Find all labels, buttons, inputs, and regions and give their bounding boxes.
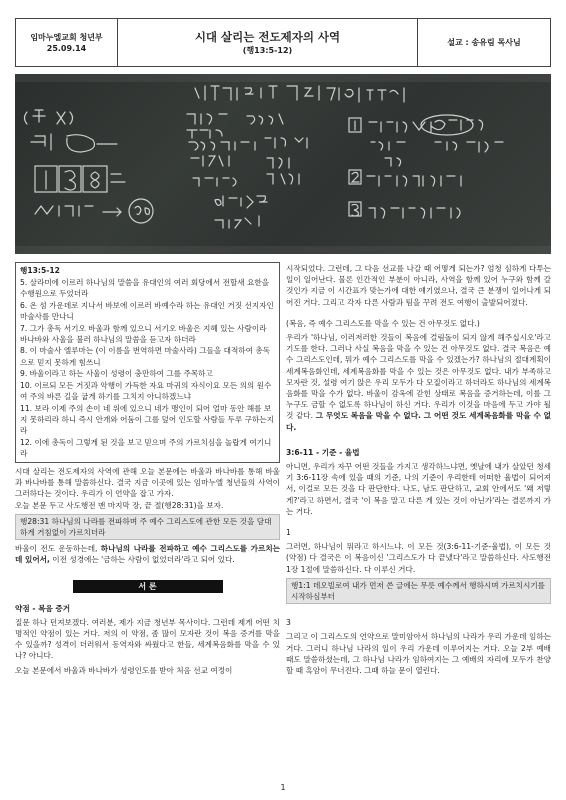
paul-paragraph-bold: 하나님의 나라를 전파하고 예수 그리스도를 가르치는 데 있어서, — [15, 544, 280, 565]
bulletin-header — [15, 18, 551, 67]
paul-paragraph-tail: 이전 성경에는 '금하는 사람이 없었더라'라고 되어 있다. — [49, 555, 235, 565]
gospel-paragraph-body: 우리가 '하나님, 이러저러한 것들이 복음에 걸림돌이 되지 않게 해주십시오'라고 기도를 한다. 그러나 사실 복음을 막을 수 있는 건 아무것도 없다. 결국 복음은 예수 그리스도인데, 뭐가 예수 그리스도를 막을 수 있겠는가? 하나님의 절대계획이 세계복음화인데, 세계복음화를 막을 수 있는 것은 아무것도 없다. 내가 부족하고 모자란 것, 설령 여기 앉은 우리 모두가 다 모질이라고 하더라도 하나님의 세계복음화를 막을 수가 없다. 바울이 감옥에 갇힌 상태로 복음을 증거하는데, 이를 그 누구도 금할 수 없도록 하나님이 하신 거다. 우리가 이것을 마음에 두고 가야 될 것 같다. — [286, 333, 551, 421]
finished-paragraph: 그러면, 하나님이 뭐라고 하시느냐. 이 모든 것(3:6-11-기준-율법), 이 모든 것(약점) 다 결국은 이 복음이신 '그리스도가 다 끝냈다'라고 말씀하신다. 사도행전 1장 1절에 말씀하신다. 다 이루신 거다. — [286, 542, 551, 574]
verse-8: 8. 이 마술사 엘루마는 (이 이름을 번역하면 마술사라) 그들을 대적하여 총독으로 믿지 못하게 힘쓰니 — [20, 346, 271, 367]
paul-paragraph-lead: 바울이 전도 운동하는데, — [15, 544, 101, 554]
acts-28-intro: 오늘 본문 두고 사도행전 맨 마지막 장, 끝 절(행28:31)을 보자. — [15, 500, 224, 510]
sermon-title-block — [118, 19, 418, 66]
kingdom-paragraph: 그리고 이 그리스도의 언약으로 말미암아서 하나님의 나라가 우리 가운데 임하는 거다. 그러니 하나님 나라의 일이 우리 가운데 이루어지는 거다. 오늘 2부 예배 때도 말씀하셨는데, 그 하나님 나라가 임하여지는 그 예배의 자리에 모두가 찬양할 때 흑암이 무너진다. 그때 하늘 문이 열린다. — [286, 632, 551, 676]
point-number-3: 3 — [286, 618, 291, 628]
mission-paragraph: 오늘 본문에서 바울과 바나바가 성령인도를 받아 처음 선교 여정이 — [15, 665, 233, 675]
verse-7: 7. 그가 총독 서기오 바울과 함께 있으니 서기오 바울은 지혜 있는 사람이라 바나바와 사울을 불러 하나님의 말씀을 듣고자 하더라 — [20, 323, 267, 344]
dispute-paragraph: 시작되었다. 그런데, 그 다음 선교를 나갈 때 어떻게 되는가? 엄청 심하게 다투는 일이 일어난다. 물론 인간적인 부분이 아니라, 사역을 함께 있어 누구와 함께 갈 것인가 지금 이 시간표가 맞는가에 대한 얘기였으나, 결국 큰 분쟁이 일어나게 되어진 거다. 그리고 각자 다른 사람과 팀을 꾸려 전도 여행이 출발되어졌다. — [286, 264, 551, 307]
weakness-paragraph: 질문 하나 던져보겠다. 여러분, 제가 지금 청년부 목사이다. 그런데 제게 어떤 치명적인 약점이 있는 거다. 저의 이 약점, 좀 많이 모자란 것이 복음 증거를 막을 수 있을까? 성격이 더러워서 동역자와 싸웠다고 한들, 세계복음화를 막을 수 있나? 아니다. — [15, 617, 280, 661]
paul-paragraph — [15, 543, 280, 565]
sermon-section-label: 서 론 — [73, 580, 223, 593]
gospel-paragraph-bold: 그 무엇도 복음을 막을 수 없다. 그 어떤 것도 세계복음화를 막을 수 없다. — [286, 411, 552, 432]
intro-paragraph: 시대 살리는 전도제자의 사역에 관해 오늘 본문에는 바울과 바나바를 통해 바울과 바나바를 통해 말씀하신다. 결국 지금 이곳에 있는 임마누엘 청년들의 사역이 그러하다는 것이다. 우리가 이 언약을 잡고 가자. — [15, 466, 280, 499]
church-name: 임마누엘교회 청년부 — [30, 32, 103, 42]
acts-1-1-quote: 행1:1 데오빌로여 내가 먼저 쓴 글에는 무릇 예수께서 행하시며 가르치시기를 시작하심부터 — [286, 578, 551, 604]
law-paragraph: 아니면, 우리가 자꾸 어떤 것들을 가지고 생각하느냐면, 옛날에 내가 살았던 청세기 3:6-11장 속에 있을 때의 기준, 나의 기준이 우리한테 어떠한 율법이 되어져서, 이걸로 모든 것을 다 판단한다. 나도, 남도 판단하고, 교회 안에서도 '왜 저렇게?'라고 하면서, 결국 '이 복음 말고 다른 게 있는 것이 아닌가'라는 결론까지 가는 거다. — [286, 462, 551, 516]
gospel-statement: (복음, 즉 예수 그리스도를 막을 수 있는 건 아무것도 없다.) — [286, 318, 480, 328]
sermon-title: 시대 살리는 전도제자의 사역 — [194, 29, 341, 44]
page-number: 1 — [280, 783, 286, 792]
verse-5: 5. 살라미에 이르러 하나님의 말씀을 유대인의 여러 회당에서 전할새 요한을 수행원으로 두었더라 — [20, 277, 270, 298]
chalkboard-drawing — [15, 74, 551, 254]
left-column — [15, 262, 280, 676]
scripture-box — [15, 262, 280, 463]
weakness-subhead: 약점 - 복음 증거 — [15, 603, 71, 613]
church-info — [16, 19, 118, 66]
preacher: 설교 : 송유림 목사님 — [447, 37, 521, 47]
verse-10: 10. 이르되 모든 거짓과 악행이 가득한 자요 마귀의 자식이요 모든 의의 원수여 주의 바른 길을 굽게 하기를 그치지 아니하겠느냐 — [20, 381, 272, 402]
scripture-reference: (행13:5-12) — [242, 45, 293, 55]
right-column — [286, 263, 551, 676]
bulletin-date: 25.09.14 — [46, 43, 87, 53]
scripture-box-title: 행13:5-12 — [20, 266, 60, 275]
verse-9: 9. 바울이라고 하는 사울이 성령이 충만하여 그를 주목하고 — [20, 369, 213, 379]
verse-12: 12. 이에 총독이 그렇게 된 것을 보고 믿으며 주의 가르치심을 놀랍게 여기니라 — [20, 438, 272, 459]
verse-11: 11. 보라 이제 주의 손이 네 위에 있으니 네가 맹인이 되어 얼마 동안 해를 보지 못하리라 하니 즉시 안개와 어둠이 그를 덮어 인도할 사람들 두루 구하는지라 — [20, 403, 274, 436]
gospel-paragraph — [286, 332, 551, 433]
acts-28-31-quote: 행28:31 하나님의 나라를 전파하며 주 예수 그리스도에 관한 모든 것을 담대하게 거침없이 가르치더라 — [15, 514, 280, 540]
verse-6: 6. 온 섬 가운데로 지나서 바보에 이르러 바예수라 하는 유대인 거짓 선지자인 마술사를 만나니 — [20, 300, 274, 321]
chalkboard-photo — [15, 74, 551, 254]
point-number-1: 1 — [286, 528, 291, 538]
law-subhead: 3:6-11 - 기준 - 율법 — [286, 447, 360, 457]
